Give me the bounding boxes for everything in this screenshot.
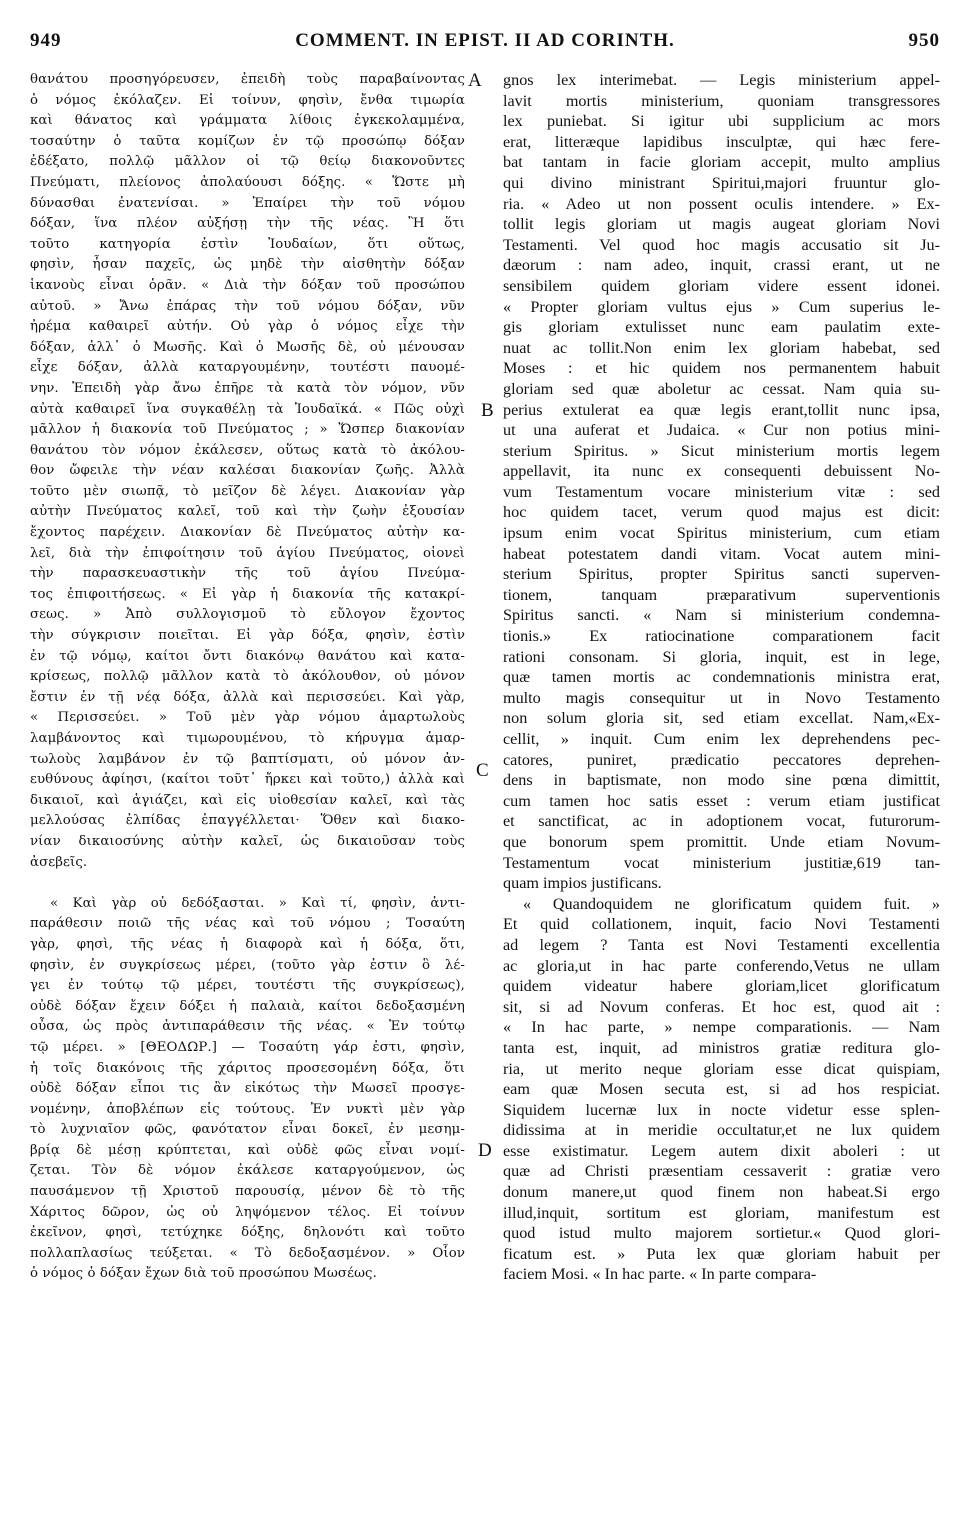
greek-text-line: ἠρέμα καθαιρεῖ αὐτήν. Οὐ γὰρ ὁ νόμος εἶχε τὴν: [30, 319, 465, 335]
greek-text-line: ἐδέξατο, πολλῷ μᾶλλον οἱ τῷ θείῳ διακονοῦντες: [30, 154, 465, 170]
latin-text-line: lavit mortis ministerium, quoniam transgressores: [503, 91, 940, 110]
greek-text-line: ἱκανοὺς εἶναι ὁρᾶν. « Διὰ τὴν δόξαν τοῦ προσώπου: [30, 277, 465, 293]
latin-text-line: tionis.» Ex ratiocinatione comparationem facit: [503, 627, 940, 646]
margin-marker-c: C: [476, 760, 489, 781]
greek-text-line: τοῦτο μὲν σιωπᾷ, τὸ μεῖζον δὲ λέγει. Διακονίαν γὰρ: [30, 483, 465, 499]
greek-text-line: οὐδὲ δόξαν ἔχειν δόξει ἡ παλαιὰ, καίτοι δεδοξασμένη: [30, 998, 465, 1014]
latin-text-line: dæorum : nam adeo, inquit, crassi erant, ut ne: [503, 256, 940, 275]
greek-text-line: τῷ μέρει. » [ΘΕΟΔΩΡ.] — Τοσαύτη γάρ ἐστι, φησὶν,: [30, 1039, 465, 1055]
greek-text-line: λαμβάνοντος καὶ τιμωρουμένου, τὸ κήρυγμα ἁμαρ-: [30, 731, 465, 746]
latin-text-line: quam impios justificans.: [503, 874, 662, 893]
latin-text-line: qui divino ministrant Spiritui,majori fruuntur glo-: [503, 173, 940, 192]
latin-text-line: non solum gloria sit, sed etiam excellat. Nam,«Ex-: [503, 709, 940, 728]
greek-text-line: ἐκεῖνον, φησὶ, τετύχηκε δόξης, δηλονότι καὶ τοῦτο: [30, 1225, 465, 1241]
latin-text-line: Et quid collationem, inquit, facio Novi Testamenti: [503, 915, 940, 934]
latin-text-line: Moses : et hic quidem nos permanentem habuit: [503, 359, 940, 378]
greek-text-line: θανάτου προσηγόρευσεν, ἐπειδὴ τοὺς παραβαίνοντας: [30, 72, 465, 87]
greek-text-line: πολλαπλασίως τεύξεται. « Τὸ δεδοξασμένον. » Οἷον: [30, 1245, 465, 1261]
latin-text-line: habeat potestatem dandi vitam. Vocat autem mini-: [503, 544, 940, 563]
latin-text-line: Testamenti. Vel quod hoc magis accusatio sit Ju-: [503, 235, 940, 254]
latin-text-line: quod istud multo majorem sortietur.« Quod glori-: [503, 1224, 940, 1243]
latin-text-line: tionem, tanquam præparativum superventionis: [503, 585, 940, 604]
greek-text-line: ἀσεβεῖς.: [30, 854, 88, 870]
latin-text-line: quidem videatur habere gloriam,licet glorificatum: [503, 977, 940, 996]
latin-text-line: vum Testamentum vocare ministerium vitæ : sed: [503, 482, 940, 501]
greek-text-line: θον ὤφειλε τὴν νέαν καλέσαι διακονίαν ζωῆς. Ἀλλὰ: [30, 463, 465, 479]
latin-text-line: Testamentum vocat ministerium justitiæ,619 tan-: [503, 853, 940, 872]
greek-text-line: εἶχε δόξαν, ἀλλὰ καταργουμένην, τουτέστι παυομέ-: [30, 360, 465, 376]
greek-text-line: τὴν παρασκευαστικὴν τῆς τοῦ ἁγίου Πνεύμα-: [30, 566, 465, 582]
latin-text-line: quæ tamen mortis ac condemnationis ministra erat,: [503, 668, 940, 687]
latin-text-line: ria, ut merito neque gloriam esse dicat quispiam,: [503, 1059, 940, 1078]
latin-text-line: ficatum est. » Puta lex quæ gloriam habuit per: [503, 1244, 940, 1263]
greek-text-line: ἔχοντος παρέχειν. Διακονίαν δὲ Πνεύματος αὐτὴν κα-: [30, 525, 465, 541]
latin-text-line: ipsum enim vocat Spiritus ministerium, cum etiam: [503, 524, 940, 543]
latin-text-line: nuat ac tollit.Non enim lex gloriam habebat, sed: [503, 338, 940, 357]
latin-text-line: gnos lex interimebat. — Legis ministerium appel-: [503, 71, 940, 89]
greek-text-line: καὶ θάνατος καὶ γράμματα λίθοις ἐγκεκολαμμένα,: [30, 113, 465, 129]
greek-text-line: Χάριτος δῶρον, ὡς οὐ ληψόμενον τέλος. Εἰ τοίνυν: [30, 1204, 465, 1220]
greek-text-line: κρίσεως, πολλῷ μᾶλλον κατὰ τὸ ἀκόλουθον, οὐ μόνον: [30, 669, 465, 685]
right-page-number: 950: [908, 30, 940, 51]
latin-text-line: dens in baptismate, non modo sine pœna dimittit,: [503, 771, 940, 790]
greek-text-line: αὐτοῦ. » Ἄνω ἐπάρας τὴν τοῦ νόμου δόξαν, νῦν: [30, 298, 465, 314]
latin-text-line: lex puniebat. Si igitur ubi supplicium ac mors: [503, 112, 940, 131]
latin-text-line: quæ ad Christi præsentiam cessaverit : gratiæ vero: [503, 1162, 940, 1181]
latin-text-line: multo magis consequitur ut in Novo Testamento: [503, 688, 940, 707]
greek-text-line: παυσάμενον τῇ Χριστοῦ παρουσίᾳ, μένον δὲ τὸ τῆς: [30, 1184, 465, 1200]
running-title: COMMENT. IN EPIST. II AD CORINTH.: [295, 30, 675, 51]
greek-text-line: ὁ νόμος ὁ δόξαν ἔχων διὰ τοῦ προσώπου Μωσέως.: [30, 1266, 377, 1282]
latin-text-line: cellit, » inquit. Cum enim lex deprehendens pec-: [503, 730, 940, 748]
greek-text-line: ἐν τῷ νόμῳ, καίτοι ὄντι διακόνῳ θανάτου καὶ κατα-: [30, 648, 465, 664]
greek-text-line: ευθύνους ἀφίησι, (καίτοι τοῦτ᾽ ἤρκει καὶ τοῦτο,) ἀλλὰ καὶ: [30, 772, 465, 788]
greek-text-line: ἡ τοῖς διακόνοις τῆς χάριτος προσεσομένη δόξα, ὅτι: [30, 1060, 465, 1076]
latin-text-line: faciem Mosi. « In hac parte. « In parte compara-: [503, 1265, 817, 1284]
latin-text-line: Spiritus sancti. « Nam si ministerium condemna-: [503, 606, 940, 625]
latin-text-line: bat tantam in facie gloriam accepit, multo amplius: [503, 153, 940, 172]
greek-text-line: φησὶν, ἦσαν παχεῖς, ὡς μηδὲ τὴν αἰσθητὴν δόξαν: [30, 257, 465, 273]
greek-text-line: βρίᾳ δὲ μέσῃ κρύπτεται, καὶ οὐδὲ φῶς εἶναι νομί-: [30, 1142, 465, 1158]
greek-text-line: οὐδὲ δόξαν εἶποι τις ἂν εἰκότως τὴν Μωσεῖ προσγε-: [30, 1081, 465, 1097]
greek-text-line: μᾶλλον ἡ διακονία τοῦ Πνεύματος ; » Ὥσπερ διακονίαν: [30, 422, 465, 438]
greek-text-line: αὐτὰ καθαιρεῖ ἵνα συγκαθέλῃ τὰ Ἰουδαϊκά. « Πῶς οὐχὶ: [30, 401, 465, 417]
greek-text-line: τος ἐπιφοιτήσεως. « Εἰ γὰρ ἡ διακονία τῆς κατακρί-: [30, 586, 465, 602]
margin-marker-a: A: [468, 70, 482, 91]
greek-text-line: τὸ λυχνιαῖον φῶς, φανότατον εἶναι δοκεῖ, ἐν μεσημ-: [30, 1122, 465, 1138]
latin-text-line: ria. « Adeo ut non possent oculis intendere. » Ex-: [503, 194, 940, 213]
latin-text-line: ad legem ? Tanta est Novi Testamenti excellentia: [503, 935, 940, 954]
latin-text-line: Siquidem lucernæ lux in nocte videtur esse splen-: [503, 1100, 940, 1119]
running-header: [30, 30, 940, 60]
greek-text-line: τὴν σύγκρισιν ποιεῖται. Εἰ γὰρ δόξα, φησὶν, ἐστὶν: [30, 628, 465, 644]
greek-paragraph-gap: [30, 873, 465, 894]
greek-text-line: παράθεσιν ποιῶ τῆς νέας καὶ τοῦ νόμου ; Τοσαύτη: [30, 916, 465, 932]
latin-text-line: ut una auferat et Judaica. « Cur non potius mini-: [503, 421, 940, 440]
greek-text-line: νομένην, ἀποβλέπων εἰς τούτους. Ἐν νυκτὶ μὲν γὰρ: [30, 1101, 465, 1117]
greek-text-line: οὖσα, ὡς πρὸς ἀντιπαράθεσιν τῆς νέας. « Ἐν τούτῳ: [30, 1019, 465, 1035]
greek-text-line: τοῦτο κατηγορία ἐστὶν Ἰουδαίων, ὅτι οὕτως,: [30, 236, 465, 252]
greek-text-line: φησὶν, ἐν συγκρίσεως μέρει, (τοῦτο γὰρ ἐστιν ὃ λέ-: [30, 957, 465, 973]
latin-text-line: cum tamen hoc satis esset : verum etiam justificat: [503, 791, 940, 810]
latin-text-line: rationi consonam. Si gloria, inquit, est in lege,: [503, 647, 940, 666]
greek-text-line: « Καὶ γὰρ οὐ δεδόξασται. » Καὶ τί, φησὶν, ἀντι-: [50, 895, 465, 911]
margin-marker-b: B: [481, 400, 494, 421]
latin-text-line: sensibilem quidem gloriam videre essent idonei.: [503, 276, 940, 295]
latin-text-line: gloriam sed quæ aboletur ac cessat. Nam quia su-: [503, 379, 940, 398]
latin-text-line: perius extulerat ea quæ legis erant,tollit nunc ipsa,: [503, 400, 940, 419]
greek-text-line: νίαν δικαιοσύνης αὐτὴν καλεῖ, ὡς δικαιοῦσαν τοὺς: [30, 833, 465, 849]
latin-text-line: « Quandoquidem ne glorificatum quidem fuit. »: [523, 894, 940, 913]
greek-text-line: σεως. » Ἀπὸ συλλογισμοῦ τὸ εὔλογον ἔχοντος: [30, 607, 465, 623]
latin-text-line: eam quæ Mosen secuta est, si ad hos respiciat.: [503, 1080, 940, 1099]
latin-text-line: que bonorum spem promittit. Unde etiam Novum-: [503, 832, 940, 851]
latin-text-line: et sanctificat, ac in adoptionem vocat, futurorum-: [503, 812, 940, 831]
latin-text-line: sit, si ad Novum conferas. Et hoc est, quod ait :: [503, 997, 940, 1016]
greek-text-column: [30, 70, 465, 1285]
latin-text-line: « Propter gloriam vultus ejus » Cum superius le-: [503, 297, 940, 316]
greek-text-line: δόξαν, ἀλλ᾽ ὁ Μωσῆς. Καὶ ὁ Μωσῆς δὲ, οὐ μένουσαν: [30, 339, 465, 355]
greek-text-line: αὐτὴν Πνεύματος καλεῖ, τοῦ καὶ τὴν ζωὴν ἐξουσίαν: [30, 504, 465, 520]
greek-text-line: Πνεύματι, πλείονος ἀπολαύουσι δόξης. « Ὥστε μὴ: [30, 174, 465, 190]
latin-text-line: gis gloriam extulisset nunc eam paulatim exte-: [503, 318, 940, 337]
greek-text-line: γει ἐν τούτῳ τῷ μέρει, τουτέστι τῆς συγκρίσεως),: [30, 978, 465, 994]
latin-text-line: appellavit, ita nunc ex consequenti debuissent No-: [503, 462, 940, 481]
latin-text-line: catores, puniret, prædicatio peccatores deprehen-: [503, 750, 940, 769]
greek-text-line: τοσαύτην ὁ ταῦτα κομίζων ἐν τῷ προσώπῳ δόξαν: [30, 133, 465, 149]
margin-marker-d: D: [478, 1140, 492, 1161]
latin-text-line: hoc quidem tacet, verum quod majus est dicit:: [503, 503, 940, 522]
greek-text-line: δόξαν, ἵνα πλέον αὐξήσῃ τὴν τῆς νέας. Ἢ ὅτι: [30, 216, 465, 232]
latin-text-line: sterium Spiritus. » Sicut ministerium mortis legem: [503, 441, 940, 460]
latin-text-line: tanta est, inquit, ad ministros gratiæ reditura glo-: [503, 1038, 940, 1057]
greek-text-line: ὁ νόμος ἐκόλαζεν. Εἰ τοίνυν, φησὶν, ἔνθα τιμωρία: [30, 92, 465, 108]
latin-text-column: [503, 70, 940, 1285]
latin-text-line: « In hac parte, » nempe comparationis. — Nam: [503, 1018, 940, 1037]
greek-text-line: λεῖ, διὰ τὴν ἐπιφοίτησιν τοῦ ἁγίου Πνεύματος, οἱονεὶ: [30, 545, 465, 561]
greek-text-line: γὰρ, φησὶ, τῆς νέας ἡ διαφορὰ καὶ ἡ δόξα, ὅτι,: [30, 936, 465, 952]
greek-text-line: ζεται. Τὸν δὲ νόμον ἐκάλεσε καταργούμενον, ὡς: [30, 1163, 465, 1179]
latin-text-line: erat, litteræque lapidibus insculptæ, qui hæc fere-: [503, 132, 940, 151]
greek-text-line: τωλοὺς λαμβάνον ἐν τῷ βαπτίσματι, οὐ μόνον ἀν-: [30, 751, 465, 767]
latin-text-line: tollit legis gloriam ut magis augeat gloriam Novi: [503, 215, 940, 234]
greek-text-line: θανάτου τὸν νόμον ἐκάλεσεν, οὕτως κατὰ τὸ ἀκόλου-: [30, 442, 465, 458]
latin-text-line: esse existimatur. Legem autem dixit aboleri : ut: [503, 1141, 940, 1160]
greek-text-line: δικαιοῖ, καὶ ἁγιάζει, καὶ εἰς υἱοθεσίαν καλεῖ, καὶ τὰς: [30, 792, 465, 808]
greek-text-line: « Περισσεύει. » Τοῦ μὲν γὰρ νόμου ἁμαρτωλοὺς: [30, 710, 465, 726]
greek-text-line: νην. Ἐπειδὴ γὰρ ἄνω ἐπῆρε τὰ κατὰ τὸν νόμον, νῦν: [30, 380, 465, 396]
latin-text-line: sterium Spiritus, propter Spiritus sancti superven-: [503, 565, 940, 584]
left-page-number: 949: [30, 30, 62, 51]
latin-text-line: donum manere,ut quod finem non habeat.Si ergo: [503, 1183, 940, 1202]
latin-text-line: didissima at in meridie occultatur,et ne lux quidem: [503, 1121, 940, 1140]
greek-text-line: μελλούσας ἐλπίδας ἐπαγγέλλεται· Ὅθεν καὶ διακο-: [30, 813, 465, 829]
latin-text-line: illud,inquit, sortitum est gloriam, manifestum est: [503, 1203, 940, 1222]
greek-text-line: δύνασθαι ἐνατενίσαι. » Ἐπαίρει τὴν τοῦ νόμου: [30, 195, 465, 211]
latin-text-line: ac gloria,ut in hac parte conferendo,Vetus ne ullam: [503, 956, 940, 975]
greek-text-line: ἔστιν ἐν τῇ νέᾳ δόξα, ἀλλὰ καὶ περισσεύει. Καὶ γὰρ,: [30, 689, 465, 705]
